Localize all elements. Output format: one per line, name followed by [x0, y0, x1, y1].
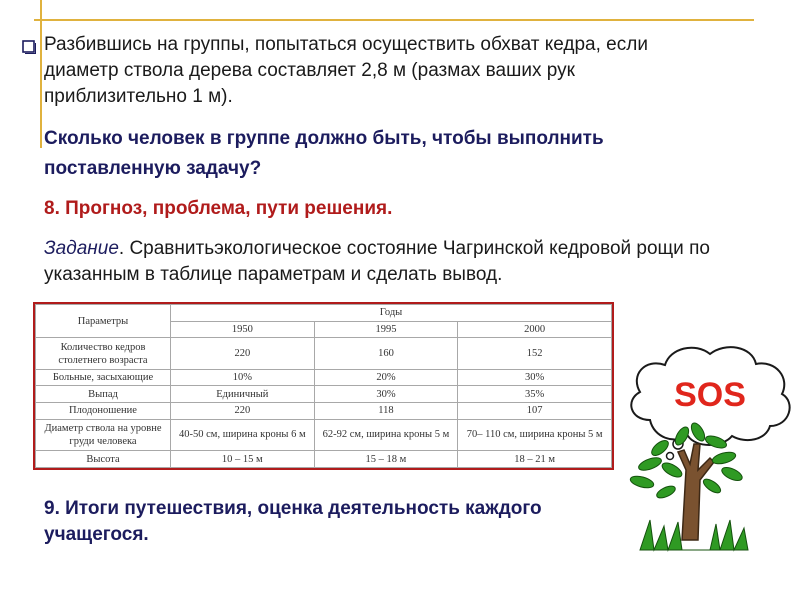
- decorative-vertical-line: [40, 0, 42, 148]
- sos-tree-icon: [620, 340, 796, 570]
- year-cell: 1950: [171, 321, 315, 338]
- value-cell: 220: [171, 403, 315, 420]
- question-text: Сколько человек в группе должно быть, чтобы выполнить поставленную задачу?: [44, 128, 604, 179]
- parameters-table: [35, 304, 612, 468]
- table-row: [36, 386, 612, 403]
- value-cell: Единичный: [171, 386, 315, 403]
- value-cell: 40-50 см, ширина кроны 6 м: [171, 419, 315, 451]
- section-8-heading: 8. Прогноз, проблема, пути решения.: [44, 198, 393, 219]
- value-cell: 30%: [314, 386, 458, 403]
- task-text: . Сравнитьэкологическое состояние Чагринской кедровой рощи по указанным в таблице параметрам и сделать вывод.: [44, 238, 710, 285]
- value-cell: 18 – 21 м: [458, 451, 612, 468]
- decorative-horizontal-line: [34, 19, 754, 21]
- value-cell: 160: [314, 338, 458, 370]
- param-cell: Выпад: [36, 386, 171, 403]
- table-row: [36, 451, 612, 468]
- header-years: Годы: [171, 305, 612, 322]
- header-params: Параметры: [36, 305, 171, 338]
- param-cell: Количество кедров столетнего возраста: [36, 338, 171, 370]
- value-cell: 152: [458, 338, 612, 370]
- value-cell: 107: [458, 403, 612, 420]
- value-cell: 62-92 см, ширина кроны 5 м: [314, 419, 458, 451]
- intro-line-3: приблизительно 1 м).: [44, 86, 233, 107]
- table-row: [36, 369, 612, 386]
- table-header-row: [36, 305, 612, 322]
- param-cell: Больные, засыхающие: [36, 369, 171, 386]
- table-row: [36, 419, 612, 451]
- value-cell: 220: [171, 338, 315, 370]
- section-9-heading: 9. Итоги путешествия, оценка деятельность каждого учащегося.: [44, 498, 542, 545]
- param-cell: Высота: [36, 451, 171, 468]
- table-row: [36, 338, 612, 370]
- value-cell: 15 – 18 м: [314, 451, 458, 468]
- table-row: [36, 403, 612, 420]
- value-cell: 30%: [458, 369, 612, 386]
- value-cell: 20%: [314, 369, 458, 386]
- param-cell: Плодоношение: [36, 403, 171, 420]
- task-paragraph: [44, 236, 764, 288]
- checkbox-bullet-icon: [22, 40, 36, 54]
- value-cell: 70– 110 см, ширина кроны 5 м: [458, 419, 612, 451]
- value-cell: 10%: [171, 369, 315, 386]
- cedar-grove-table: [33, 302, 614, 470]
- intro-line-1: Разбившись на группы, попытаться осуществить обхват кедра, если: [44, 34, 648, 55]
- year-cell: 2000: [458, 321, 612, 338]
- year-cell: 1995: [314, 321, 458, 338]
- sos-label: SOS: [674, 376, 746, 414]
- value-cell: 118: [314, 403, 458, 420]
- param-cell: Диаметр ствола на уровне груди человека: [36, 419, 171, 451]
- value-cell: 35%: [458, 386, 612, 403]
- tree-trunk: [678, 444, 714, 540]
- value-cell: 10 – 15 м: [171, 451, 315, 468]
- task-lead: Задание: [44, 238, 119, 259]
- intro-line-2: диаметр ствола дерева составляет 2,8 м (размах ваших рук: [44, 60, 575, 81]
- intro-paragraph: [44, 32, 784, 110]
